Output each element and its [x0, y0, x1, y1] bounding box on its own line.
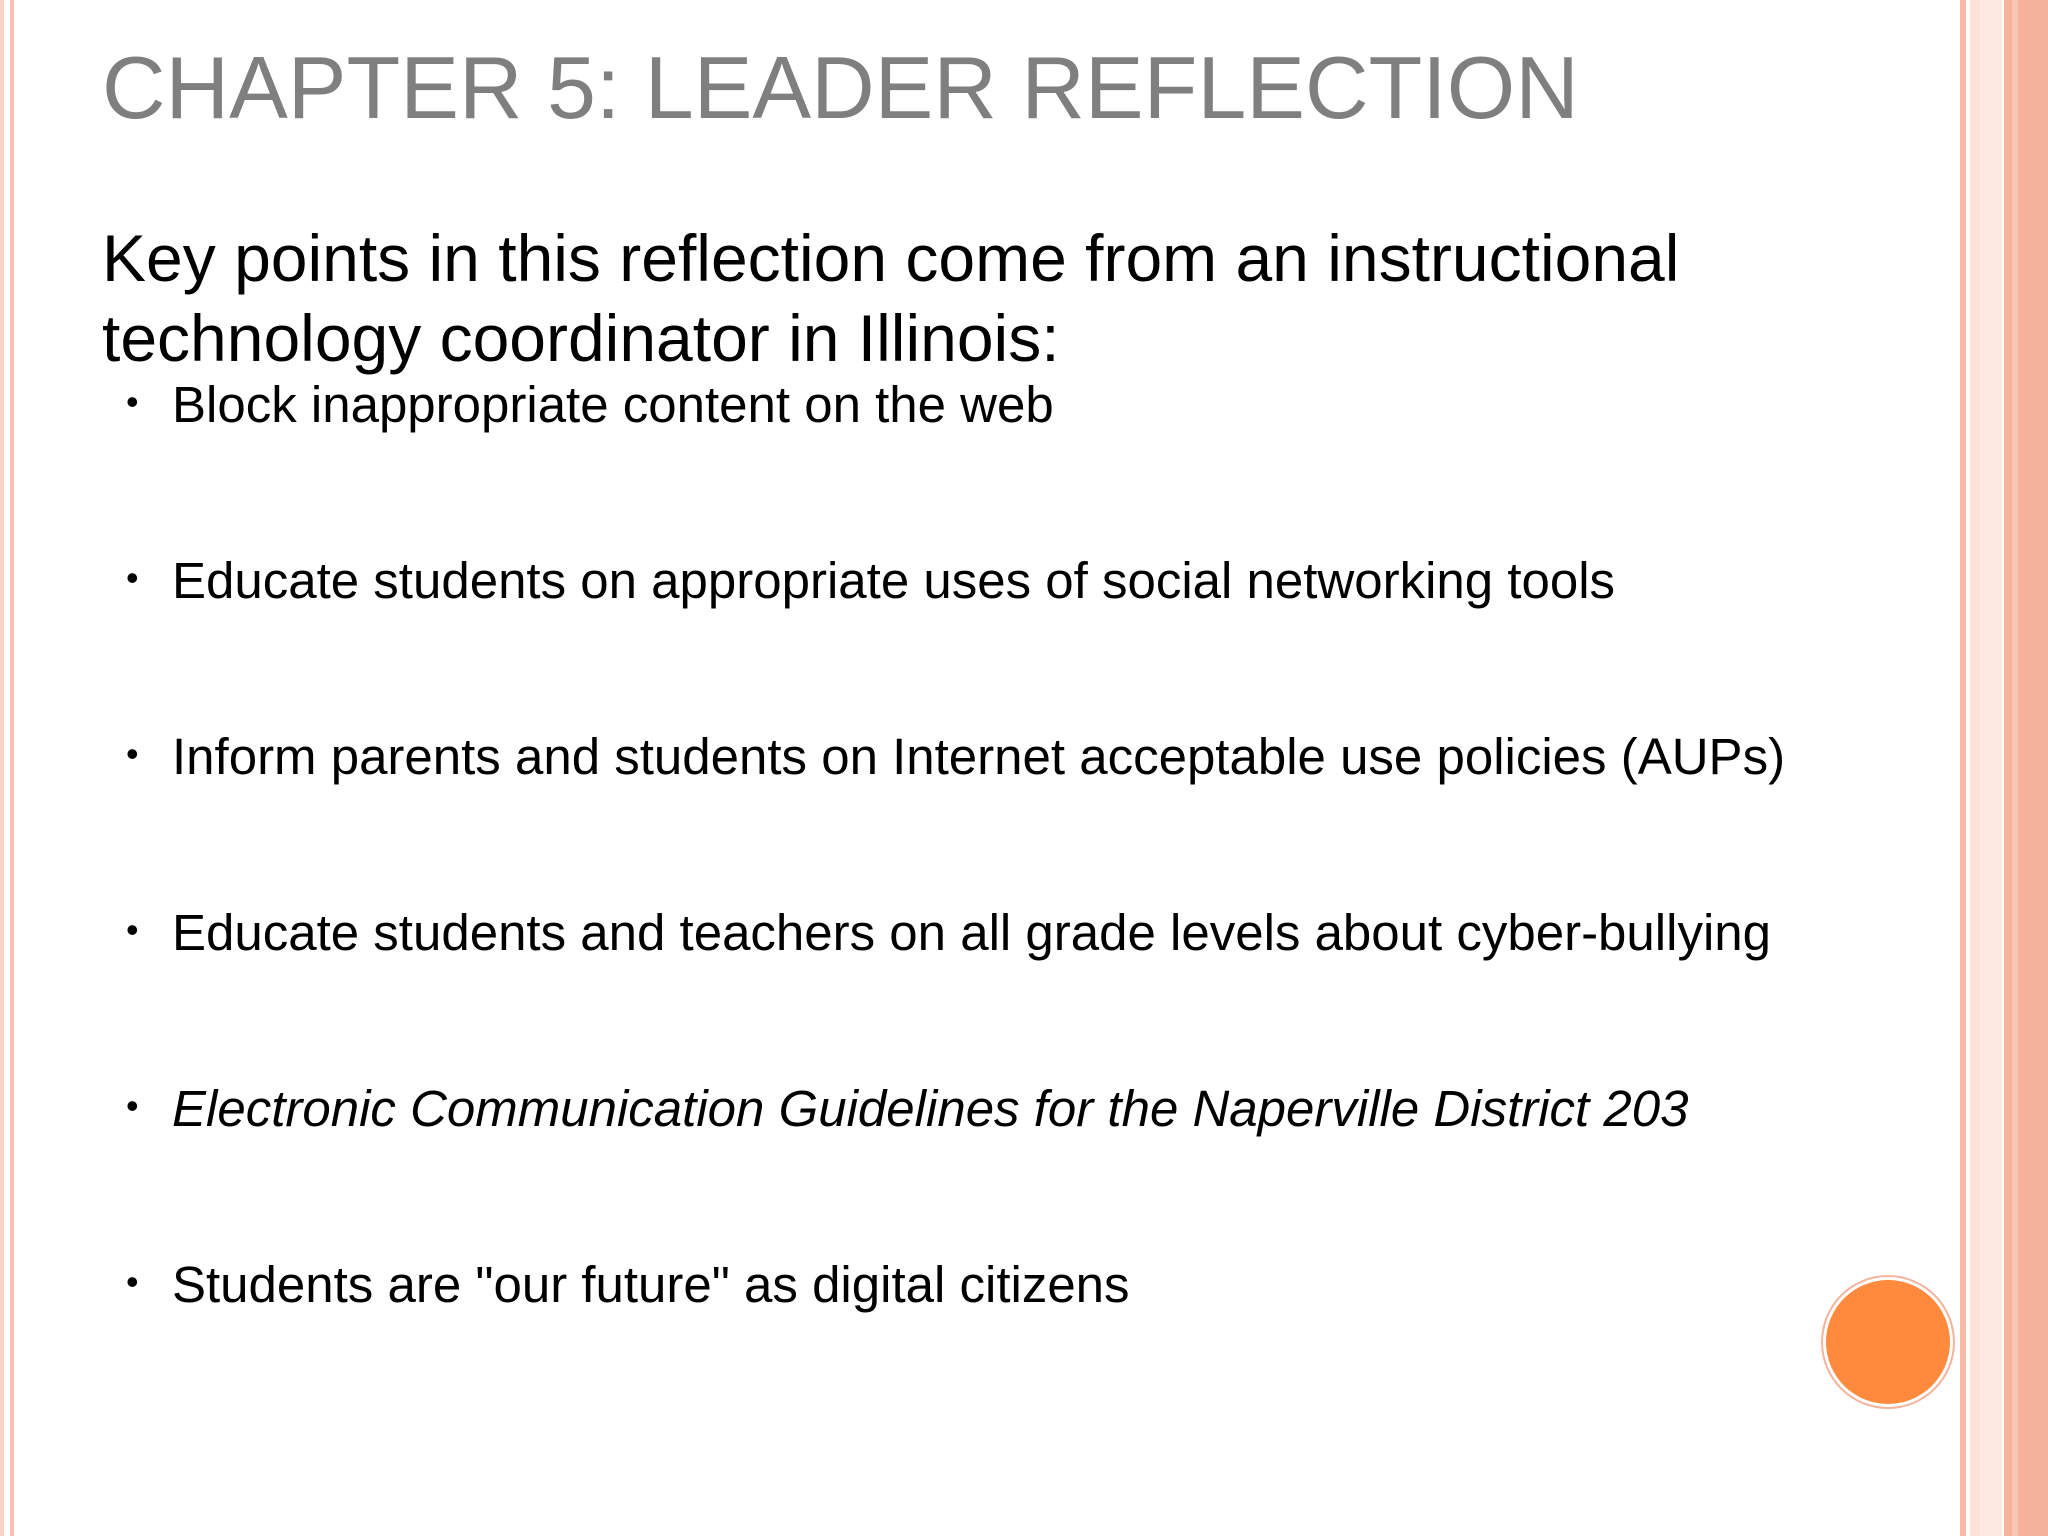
bullet-icon: • — [126, 909, 139, 950]
right-border-stripe — [2012, 0, 2018, 1536]
right-border-stripe — [1970, 0, 1980, 1536]
left-border-stripe — [0, 0, 4, 1536]
bullet-text: Block inappropriate content on the web — [172, 376, 1054, 433]
bullet-icon: • — [126, 557, 139, 598]
bullet-text: Educate students on appropriate uses of social networking tools — [172, 552, 1616, 609]
bullet-text: Educate students and teachers on all grade levels about cyber-bullying — [172, 904, 1772, 961]
intro-text: Key points in this reflection come from an instructional technology coordinator in Illinois: — [102, 221, 1680, 375]
bullet-item — [126, 900, 1926, 1076]
bullet-text: Electronic Communication Guidelines for the Naperville District 203 — [172, 1080, 1689, 1137]
bullet-icon: • — [126, 733, 139, 774]
right-border-stripe — [2004, 0, 2048, 1536]
decorative-orange-circle-icon — [1826, 1280, 1950, 1404]
bullet-item — [126, 548, 1926, 724]
bullet-item — [126, 1076, 1926, 1252]
slide-title: CHAPTER 5: LEADER REFLECTION — [102, 38, 1579, 137]
bullet-icon: • — [126, 1261, 139, 1302]
bullet-icon: • — [126, 381, 139, 422]
bullet-item — [126, 372, 1926, 548]
left-border-stripe — [10, 0, 14, 1536]
bullet-list — [126, 372, 1926, 1428]
bullet-item — [126, 1252, 1926, 1428]
right-border-stripe — [1960, 0, 1966, 1536]
bullet-text: Students are "our future" as digital citizens — [172, 1256, 1130, 1313]
bullet-icon: • — [126, 1085, 139, 1126]
bullet-text: Inform parents and students on Internet acceptable use policies (AUPs) — [172, 728, 1786, 785]
right-border-stripe — [1980, 0, 2002, 1536]
bullet-item — [126, 724, 1926, 900]
